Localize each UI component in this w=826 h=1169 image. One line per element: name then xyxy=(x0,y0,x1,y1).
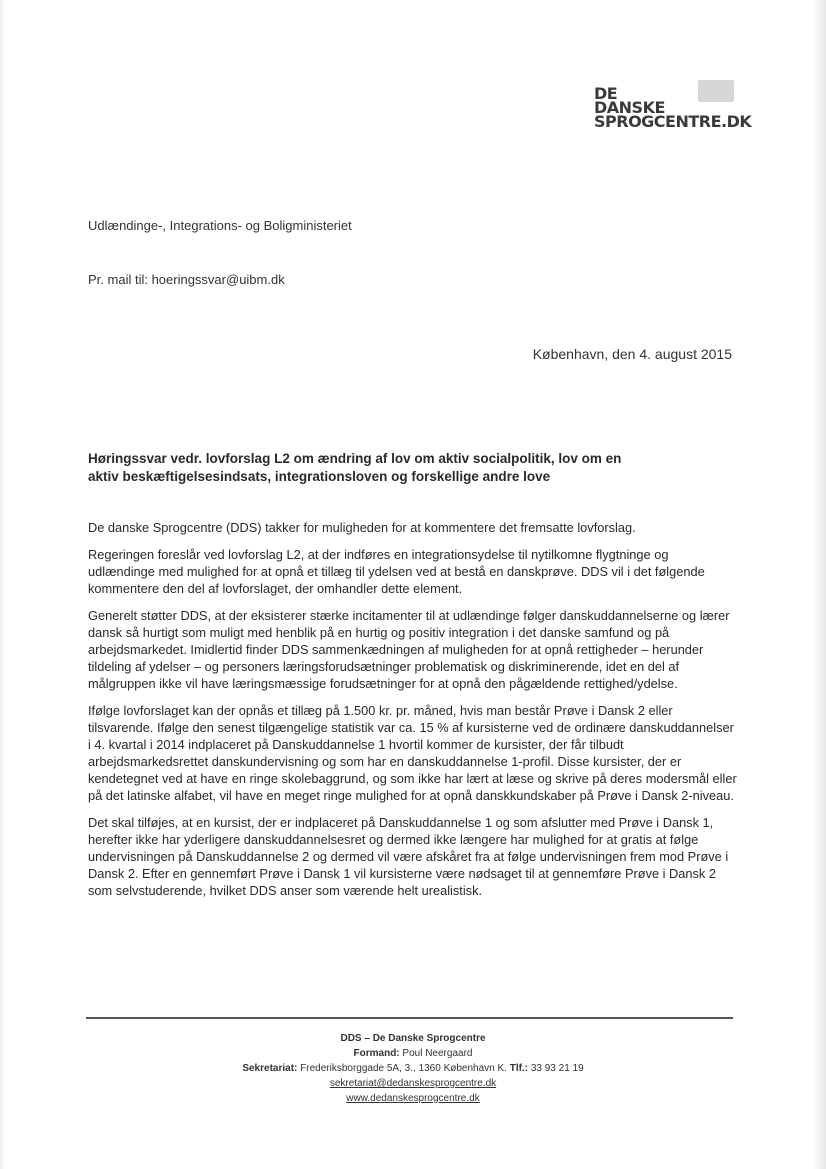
paragraph-2: Regeringen foreslår ved lovforslag L2, at der indføres en integrationsydelse til nytilkomne flygtninge og udlændinge med mulighed for at opnå et tillæg til ydelsen ved at bestå en danskprøve. DDS vil i det følgende kommentere den del af lovforslaget, der omhandler dette element. xyxy=(88,547,705,596)
footer-email-link[interactable]: sekretariat@dedanskesprogcentre.dk xyxy=(329,1078,497,1089)
scan-shadow-right xyxy=(812,0,826,1169)
footer-tlf-number: 33 93 21 19 xyxy=(530,1063,584,1074)
logo-line-3: SPROGCENTRE.DK xyxy=(594,112,752,131)
letter-date: København, den 4. august 2015 xyxy=(532,346,732,362)
footer-tlf-label: Tlf.: xyxy=(509,1063,529,1074)
recipient-mail: Pr. mail til: hoeringssvar@uibm.dk xyxy=(88,272,285,287)
footer-org: DDS – De Danske Sprogcentre xyxy=(340,1033,486,1044)
paragraph-4: Ifølge lovforslaget kan der opnås et tillæg på 1.500 kr. pr. måned, hvis man består Prøve i Dansk 2 eller tilsvarende. Ifølge den senest tilgængelige statistik var ca. 15 % af kursisterne ved de ordinære danskuddannelser i 4. kvartal i 2014 indplaceret på Danskuddannelse 1 hvortil kommer de kursister, der får tilbudt arbejdsmarkedsrettet danskundervisning og som har en danskuddannelse 1-profil. Disse kursister, der er kendetegnet ved at have en ringe skolebaggrund, og som ikke har lært at læse og skrive på deres modersmål eller på det latinske alfabet, vil have en meget ringe mulighed for at opnå danskkundskaber på Prøve i Dansk 2-niveau. xyxy=(88,703,737,803)
footer-formand-name: Poul Neergaard xyxy=(402,1048,473,1059)
letter-subject: Høringssvar vedr. lovforslag L2 om ændring af lov om aktiv socialpolitik, lov om en aktiv beskæftigelsesindsats, integrationsloven og forskellige andre love xyxy=(88,451,622,484)
letter-body xyxy=(88,519,738,909)
paragraph-5: Det skal tilføjes, at en kursist, der er indplaceret på Danskuddannelse 1 og som afslutter med Prøve i Dansk 1, herefter ikke har yderligere danskuddannelsesret og dermed ikke længere har mulighed for at gratis at følge undervisningen på Danskuddannelse 2 og dermed vil være afskåret fra at følge undervisningen frem mod Prøve i Dansk 2. Efter en gennemført Prøve i Dansk 1 vil kursisterne være nødsaget til at gennemføre Prøve i Dansk 2 som selvstuderende, hvilket DDS anser som værende helt urealistisk. xyxy=(88,815,729,898)
logo-grey-block xyxy=(698,80,734,102)
logo-line-1: DE xyxy=(594,84,618,103)
recipient-ministry: Udlændinge-, Integrations- og Boligministeriet xyxy=(88,218,352,233)
footer-formand-label: Formand: xyxy=(353,1048,400,1059)
footer-sekretariat-label: Sekretariat: xyxy=(242,1063,298,1074)
paragraph-3: Generelt støtter DDS, at der eksisterer stærke incitamenter til at udlændinge følger danskuddannelserne og lærer dansk så hurtigt som muligt med henblik på en hurtig og positiv integration i det danske samfund og på arbejdsmarkedet. Imidlertid finder DDS sammenkædningen af muligheden for at opnå rettigheder – herunder tildeling af ydelser – og personers læringsforudsætninger problematisk og diskriminerende, idet en del af målgruppen ikke vil have læringsmæssige forudsætninger for at opnå den pågældende rettighed/ydelse. xyxy=(88,608,730,691)
dds-logo xyxy=(594,80,774,140)
letter-footer xyxy=(0,1031,826,1106)
logo-line-2: DANSKE xyxy=(594,98,665,117)
footer-sekretariat xyxy=(0,1061,826,1076)
scan-shadow-left xyxy=(0,0,6,1169)
footer-sekretariat-address: Frederiksborggade 5A, 3., 1360 København K. xyxy=(300,1063,507,1074)
footer-website-link[interactable]: www.dedanskesprogcentre.dk xyxy=(346,1093,480,1104)
paragraph-1: De danske Sprogcentre (DDS) takker for muligheden for at kommentere det fremsatte lovforslag. xyxy=(88,520,636,535)
footer-divider xyxy=(86,1017,733,1019)
footer-formand xyxy=(0,1046,826,1061)
